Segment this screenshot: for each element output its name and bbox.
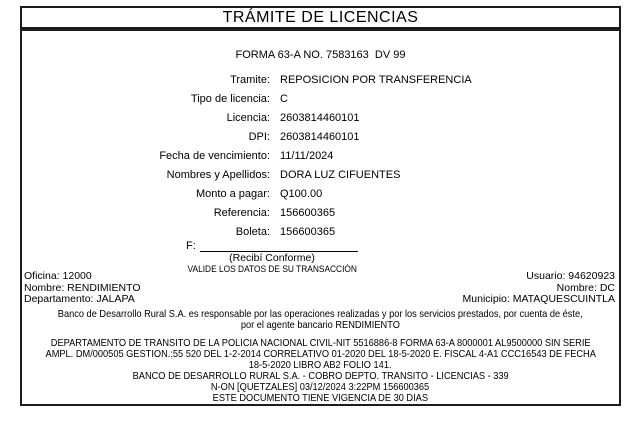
office-line-nombre: Nombre: RENDIMIENTO [24,281,141,294]
transit-line: AMPL. DM/000505 GESTION.:55 520 DEL 1-2-2014 CORRELATIVO 01-2020 DEL 18-5-2020 E. FISCAL 4-A1 CCC16543 DE FECHA [45,348,596,360]
form-row-dpi [22,127,619,146]
office-line-departamento: Departamento: JALAPA [24,293,135,305]
transit-line: 18-5-2020 LIBRO AB2 FOLIO 141. [249,359,392,371]
field-value: REPOSICION POR TRANSFERENCIA [280,73,472,86]
office-line-nombre-usuario: Nombre: DC [556,281,615,294]
disclaimer-line: Banco de Desarrollo Rural S.A. es responsable por las operaciones realizadas y por los servicios prestados, por cuenta de éste, [58,308,583,320]
signature-block [172,239,372,275]
signature-caption: (Recibí Conforme) [229,252,315,264]
field-label: Fecha de vencimiento: [159,149,270,162]
disclaimer-line: por el agente bancario RENDIMIENTO [240,319,401,331]
field-label: Monto a pagar: [196,187,270,200]
transit-dept-note [22,338,619,371]
field-label: Boleta: [235,225,270,238]
field-label: Tipo de licencia: [190,92,270,105]
form-row-nombres [22,165,619,184]
document-body [20,29,621,406]
page-title: TRÁMITE DE LICENCIAS [222,9,419,26]
form-row-vencimiento [22,146,619,165]
field-value: DORA LUZ CIFUENTES [280,168,401,181]
signature-line [200,239,358,252]
field-value: 11/11/2024 [280,149,334,162]
field-label: Tramite: [230,73,270,86]
receipt-line-validity: ESTE DOCUMENTO TIENE VIGENCIA DE 30 DIAS [212,392,429,404]
form-fields [22,70,619,241]
form-row-licencia [22,108,619,127]
field-value: 156600365 [280,206,336,219]
office-line-usuario: Usuario: 94620923 [526,270,615,282]
bank-disclaimer [22,309,619,331]
field-value: 156600365 [280,225,336,238]
receipt-line-bank: BANCO DE DESARROLLO RURAL S.A. - COBRO DEPTO. TRANSITO - LICENCIAS - 339 [132,370,509,382]
validate-note: VALIDE LOS DATOS DE SU TRANSACCIÓN [187,264,357,275]
transit-line: DEPARTAMENTO DE TRANSITO DE LA POLICIA NACIONAL CIVIL-NIT 5516886-8 FORMA 63-A 8000001 AL9500000 SIN SERIE [50,337,591,349]
field-value: 2603814460101 [280,111,360,124]
office-info-left [24,271,141,306]
signature-prefix: F: [186,240,196,252]
field-value: 2603814460101 [280,130,360,143]
form-row-tipo-licencia [22,89,619,108]
document-title-box [20,6,621,29]
form-number-line: FORMA 63-A NO. 7583163 DV 99 [235,49,406,61]
form-row-referencia [22,203,619,222]
form-row-tramite [22,70,619,89]
field-label: Referencia: [213,206,270,219]
form-row-monto [22,184,619,203]
field-value: Q100.00 [280,187,323,200]
signature-row [172,239,372,252]
office-line-oficina: Oficina: 12000 [24,270,92,282]
field-label: DPI: [248,130,270,143]
field-label: Nombres y Apellidos: [166,168,270,181]
field-label: Licencia: [226,111,270,124]
field-value: C [280,92,288,105]
office-line-municipio: Municipio: MATAQUESCUINTLA [462,293,615,305]
receipt-line-timestamp: N-ON [QUETZALES] 03/12/2024 3:22PM 156600365 [211,381,430,393]
office-info-right [463,271,615,306]
receipt-info [22,371,619,404]
